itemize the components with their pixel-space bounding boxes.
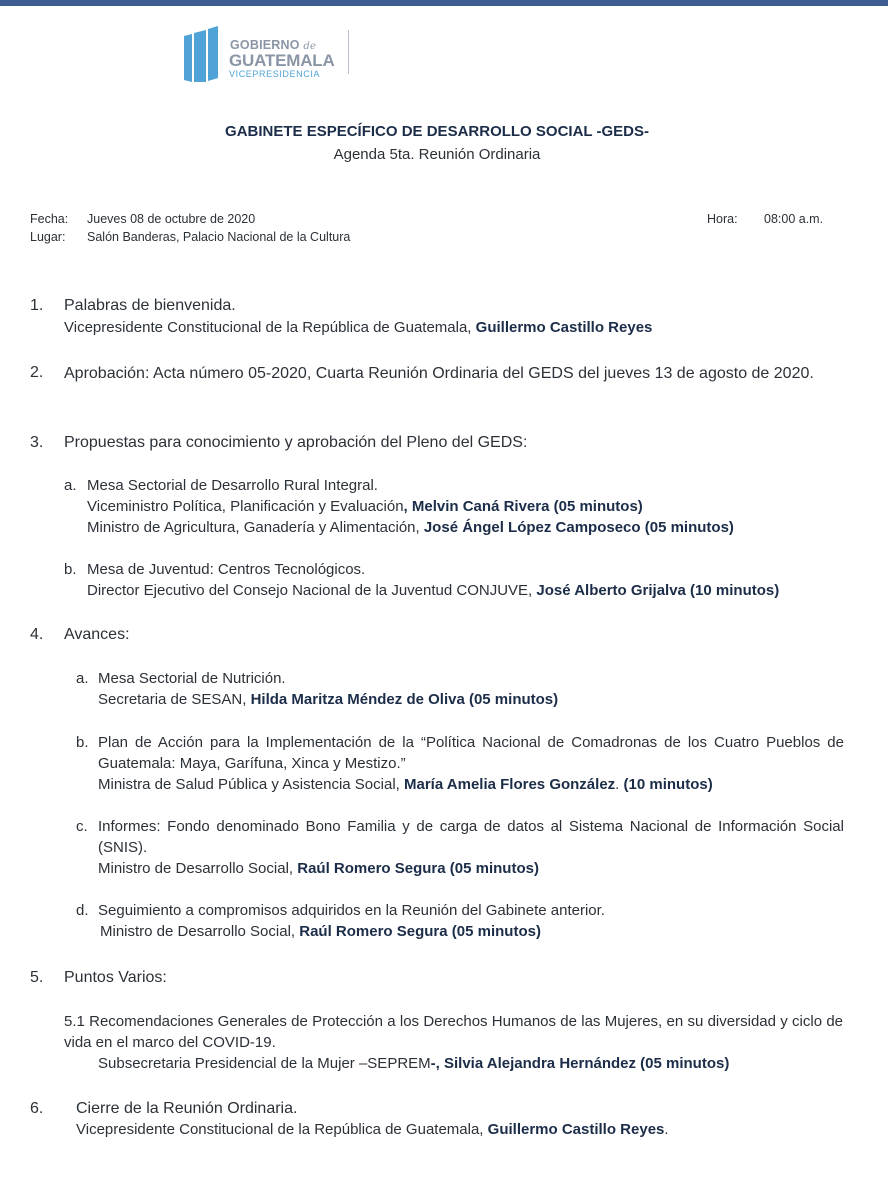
logo-divider: [348, 30, 349, 74]
presenter-name: María Amelia Flores González: [403, 776, 616, 793]
presenter-name: , Melvin Caná Rivera (05 minutos): [403, 498, 643, 515]
presenter-role: Ministro de Agricultura, Ganadería y Alimentación,: [87, 519, 424, 536]
logo-line-3: VICEPRESIDENCIA: [229, 69, 321, 79]
presenter-role: Ministro de Desarrollo Social,: [100, 923, 300, 940]
presenter-role: Ministra de Salud Pública y Asistencia Social,: [98, 776, 404, 793]
subitem-title: 5.1 Recomendaciones Generales de Protección a los Derechos Humanos de las Mujeres, en su diversidad y ciclo de vida en el marco del COVID-19.: [64, 1013, 843, 1051]
document-subtitle: Agenda 5ta. Reunión Ordinaria: [333, 146, 541, 163]
subitem-title: Mesa de Juventud: Centros Tecnológicos.: [87, 561, 366, 578]
item-number: 1.: [30, 297, 44, 314]
item-title: Cierre de la Reunión Ordinaria.: [76, 1100, 298, 1117]
item-number: 2.: [30, 364, 44, 381]
subitem-letter: a.: [64, 477, 77, 494]
presenter-name: José Alberto Grijalva (10 minutos): [536, 582, 780, 599]
presenter-name: Raúl Romero Segura (05 minutos): [297, 860, 539, 877]
presenter-name: -, Silvia Alejandra Hernández (05 minutos): [430, 1055, 730, 1072]
presenter-duration: (10 minutos): [623, 776, 713, 793]
subitem-title: Seguimiento a compromisos adquiridos en la Reunión del Gabinete anterior.: [98, 902, 605, 919]
subitem-title: Informes: Fondo denominado Bono Familia y de carga de datos al Sistema Nacional de Información Social (SNIS).: [98, 818, 844, 856]
presenter-name: Hilda Maritza Méndez de Oliva (05 minutos): [250, 691, 559, 708]
punctuation: .: [615, 776, 624, 793]
presenter-role: Vicepresidente Constitucional de la República de Guatemala,: [76, 1121, 488, 1138]
top-accent-bar: [0, 0, 888, 6]
document-title: GABINETE ESPECÍFICO DE DESARROLLO SOCIAL -GEDS-: [225, 123, 649, 140]
presenter-role: Subsecretaria Presidencial de la Mujer –SEPREM: [98, 1055, 431, 1072]
lugar-label: Lugar:: [30, 230, 66, 244]
subitem-letter: b.: [64, 561, 77, 578]
presenter-role: Viceministro Política, Planificación y Evaluación: [87, 498, 404, 515]
item-number: 4.: [30, 626, 44, 643]
lugar-value: Salón Banderas, Palacio Nacional de la Cultura: [87, 230, 351, 244]
subitem-5-1: [64, 1011, 843, 1074]
government-logo: [182, 22, 362, 84]
subitem-title: Plan de Acción para la Implementación de la “Política Nacional de Comadronas de los Cuatro Pueblos de Guatemala: Maya, Garífuna, Xinca y Mestizo.”: [98, 734, 844, 772]
item-title: Propuestas para conocimiento y aprobación del Pleno del GEDS:: [64, 434, 528, 451]
item-title: Avances:: [64, 626, 130, 643]
logo-line-1: GOBIERNO de: [230, 38, 317, 52]
subitem-title: Mesa Sectorial de Desarrollo Rural Integral.: [87, 477, 378, 494]
item-title: Puntos Varios:: [64, 969, 167, 986]
presenter-name: Guillermo Castillo Reyes: [487, 1121, 665, 1138]
subitem-title: Mesa Sectorial de Nutrición.: [98, 670, 286, 687]
subitem-letter: b.: [76, 734, 89, 751]
presenter-name: Guillermo Castillo Reyes: [475, 319, 653, 336]
item-number: 3.: [30, 434, 44, 451]
subitem-letter: d.: [76, 902, 89, 919]
subitem-letter: a.: [76, 670, 89, 687]
fecha-label: Fecha:: [30, 212, 69, 226]
presenter-role: Director Ejecutivo del Consejo Nacional de la Juventud CONJUVE,: [87, 582, 537, 599]
flag-stripes-icon: [182, 22, 222, 84]
punctuation: .: [664, 1121, 669, 1138]
logo-line-2: GUATEMALA: [229, 51, 335, 70]
subitem-letter: c.: [76, 818, 88, 835]
item-number: 6.: [30, 1100, 44, 1117]
item-title: Palabras de bienvenida.: [64, 297, 236, 314]
presenter-name: Raúl Romero Segura (05 minutos): [299, 923, 541, 940]
item-number: 5.: [30, 969, 44, 986]
presenter-role: Vicepresidente Constitucional de la República de Guatemala,: [64, 319, 476, 336]
presenter-role: Ministro de Desarrollo Social,: [98, 860, 298, 877]
item-text: Aprobación: Acta número 05-2020, Cuarta Reunión Ordinaria del GEDS del jueves 13 de agosto de 2020.: [64, 365, 814, 382]
presenter-role: Secretaria de SESAN,: [98, 691, 251, 708]
hora-value: 08:00 a.m.: [764, 212, 824, 226]
fecha-value: Jueves 08 de octubre de 2020: [87, 212, 256, 226]
presenter-name: José Ángel López Camposeco (05 minutos): [423, 519, 734, 536]
hora-label: Hora:: [707, 212, 738, 226]
